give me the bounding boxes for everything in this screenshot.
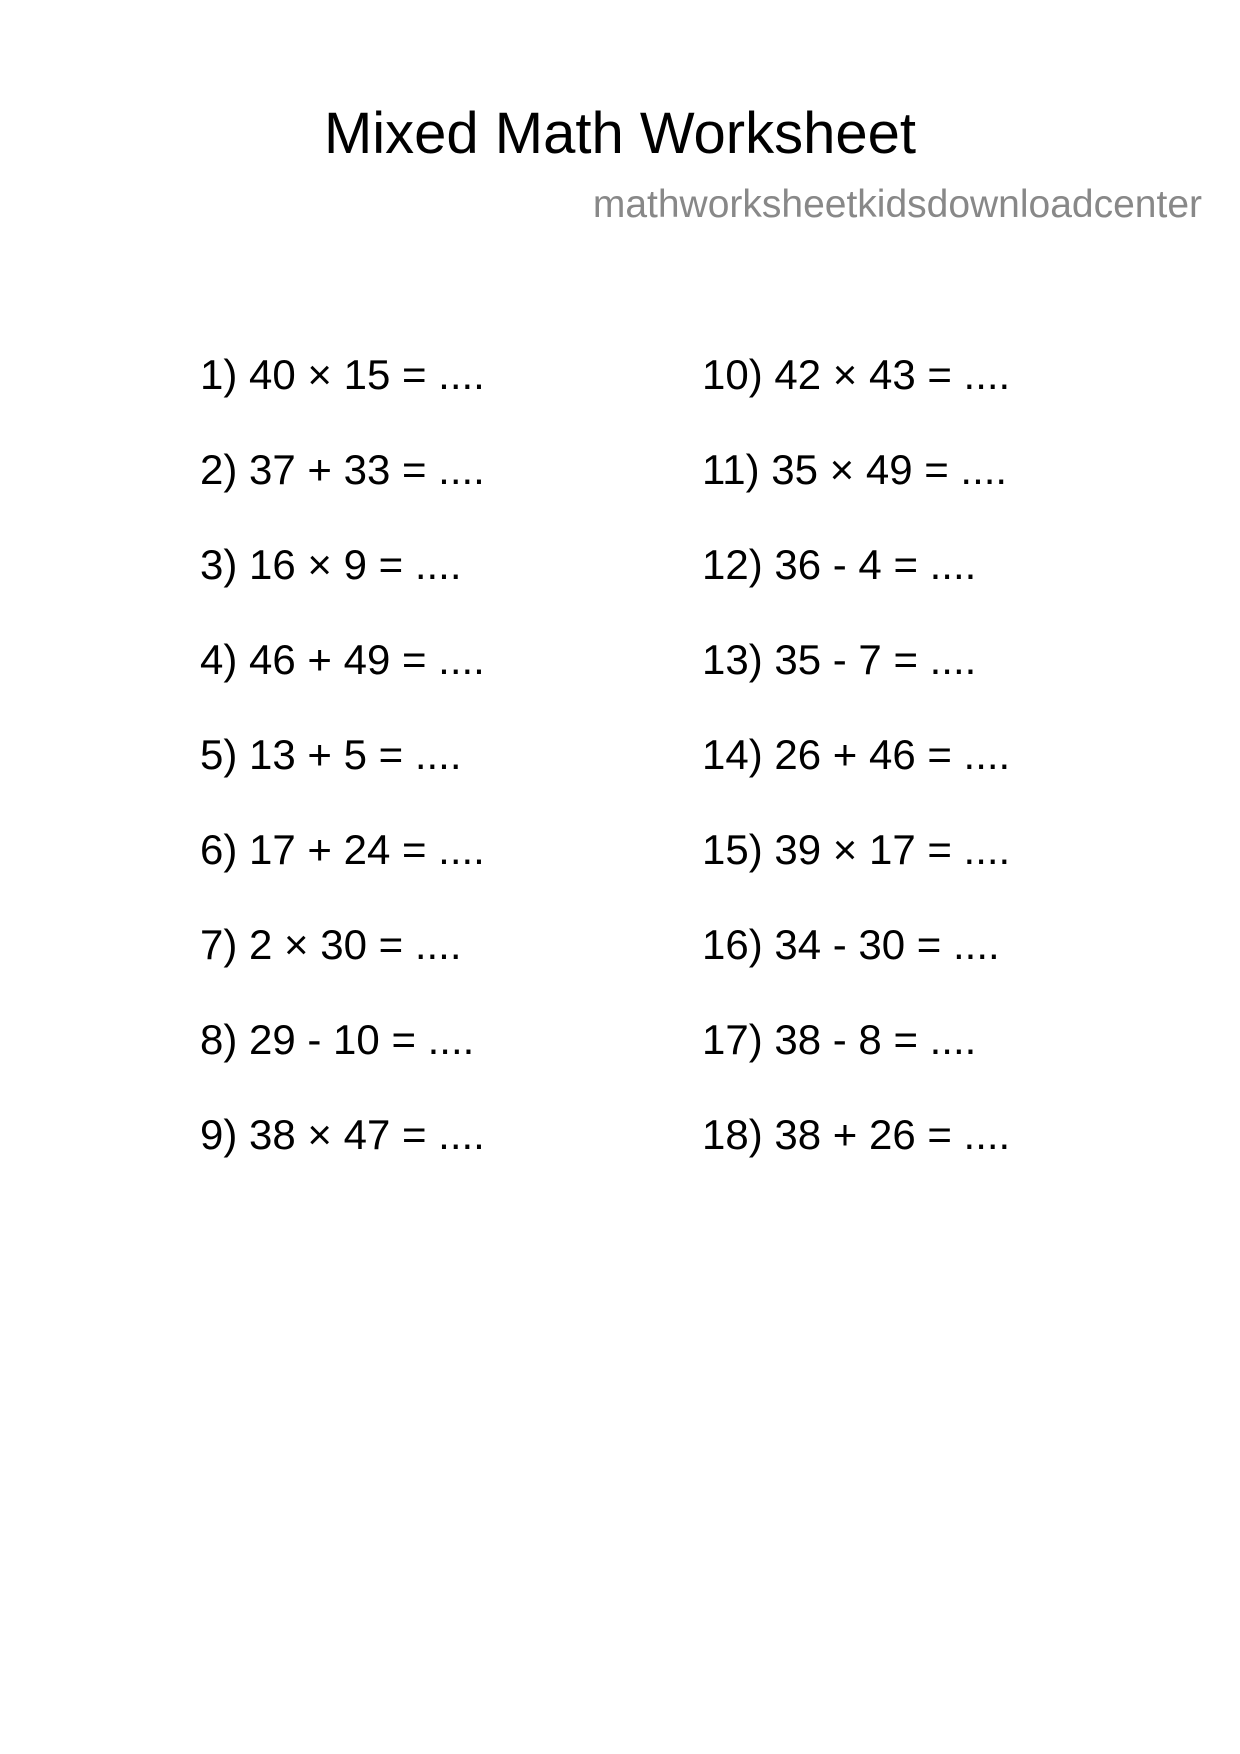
problem-15: 15) 39 × 17 = ....: [702, 826, 1011, 873]
problem-8: 8) 29 - 10 = ....: [200, 1016, 475, 1063]
problem-5: 5) 13 + 5 = ....: [200, 731, 462, 778]
problem-17: 17) 38 - 8 = ....: [702, 1016, 977, 1063]
worksheet-source: mathworksheetkidsdownloadcenter: [592, 183, 1202, 226]
problem-9: 9) 38 × 47 = ....: [200, 1111, 485, 1158]
problem-column-left: [200, 345, 485, 1200]
problem-18: 18) 38 + 26 = ....: [702, 1111, 1011, 1158]
problem-14: 14) 26 + 46 = ....: [702, 731, 1011, 778]
problem-6: 6) 17 + 24 = ....: [200, 826, 485, 873]
problem-4: 4) 46 + 49 = ....: [200, 636, 485, 683]
problem-2: 2) 37 + 33 = ....: [200, 446, 485, 493]
problem-16: 16) 34 - 30 = ....: [702, 921, 1000, 968]
problem-7: 7) 2 × 30 = ....: [200, 921, 462, 968]
problem-11: 11) 35 × 49 = ....: [702, 446, 1008, 493]
problem-13: 13) 35 - 7 = ....: [702, 636, 977, 683]
problem-10: 10) 42 × 43 = ....: [702, 351, 1011, 398]
worksheet-title: Mixed Math Worksheet: [323, 101, 917, 166]
problem-12: 12) 36 - 4 = ....: [702, 541, 977, 588]
problem-3: 3) 16 × 9 = ....: [200, 541, 462, 588]
problem-column-right: [702, 345, 1010, 1200]
problem-1: 1) 40 × 15 = ....: [200, 351, 485, 398]
